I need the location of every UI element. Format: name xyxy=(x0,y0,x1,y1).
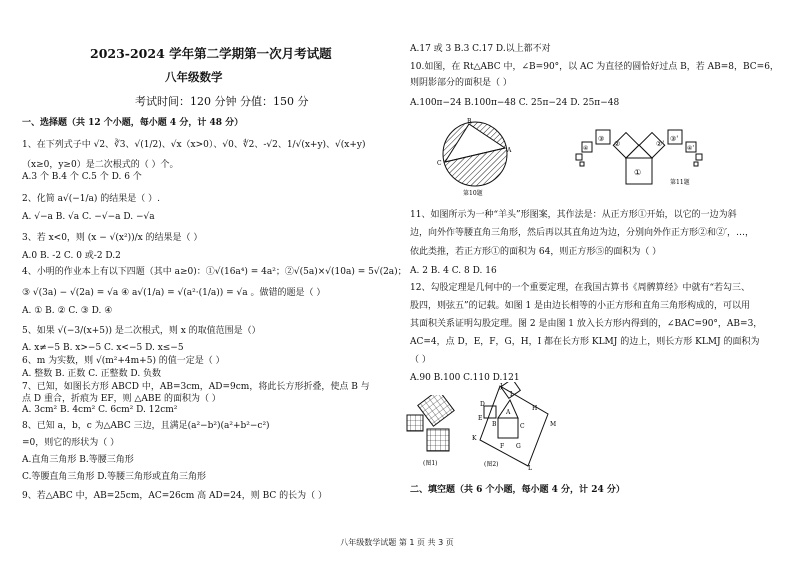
right-line-12: AC=4，点 D，E，F，G，H，I 都在长方形 KLMJ 的边上，则长方形 KLMJ 的面积为 xyxy=(410,337,760,347)
right-line-4: A.100π−24 B.100π−48 C. 25π−24 D. 25π−48 xyxy=(410,98,620,108)
fig12-label-m: M xyxy=(550,421,557,428)
right-column xyxy=(400,0,794,561)
page-title: 2023-2024 学年第二学期第一次月考试题 xyxy=(90,46,332,61)
right-line-10: 股四，则弦五”的记载。如图 1 是由边长相等的小正方形和直角三角形构成的，可以用 xyxy=(410,301,751,311)
fig10-label-a: A xyxy=(507,147,512,154)
left-line-2: 1、在下列式子中 √2、∛3、√(1/2)、√x（x>0）、√0、∜2、-√2、1/√(x+y)、√(x+y) xyxy=(22,140,366,150)
left-line-23: 9、若△ABC 中，AB=25cm，AC=26cm 高 AD=24，则 BC 的长为（ ） xyxy=(22,491,327,501)
fig11-label-3: ③ xyxy=(598,135,605,143)
left-line-15: A. 整数 B. 正数 C. 正整数 D. 负数 xyxy=(22,369,162,379)
fig10-label-c: C xyxy=(437,160,442,167)
left-line-22: C.等腰直角三角形 D.等腰三角形或直角三角形 xyxy=(22,472,207,482)
left-line-13: A. x≠−5 B. x>−5 C. x<−5 D. x≤−5 xyxy=(22,343,184,353)
left-line-16: 7、已知，如图长方形 ABCD 中，AB=3cm，AD=9cm，将此长方形折叠，使点 B 与 xyxy=(22,382,370,392)
left-line-19: 8、已知 a，b，c 为△ABC 三边，且满足(a²−b²)(a²+b²−c²) xyxy=(22,421,270,431)
fig12-label-h: H xyxy=(532,405,538,412)
left-line-14: 6、m 为实数，则 √(m²+4m+5) 的值一定是（ ） xyxy=(22,356,225,366)
fig12-label-l: L xyxy=(528,465,532,470)
fig12-label-c: C xyxy=(520,423,525,430)
fig12-label-e: E xyxy=(478,415,483,422)
left-line-20: =0，则它的形状为（ ） xyxy=(22,438,120,448)
fig12-label-i: I xyxy=(510,391,513,398)
left-line-18: A. 3cm² B. 4cm² C. 6cm² D. 12cm² xyxy=(22,405,178,415)
left-line-12: 5、如果 √(−3/(x+5)) 是二次根式，则 x 的取值范围是（） xyxy=(22,326,261,336)
fig11-label-2p: ②' xyxy=(656,140,665,148)
right-line-5: 11、如图所示为一种“羊头”形图案，其作法是：从正方形①开始，以它的一边为斜 xyxy=(410,210,737,220)
right-line-9: 12、勾股定理是几何中的一个重要定理，在我国古算书《周髀算经》中就有“若勾三、 xyxy=(410,283,751,293)
fig12-label-j: J xyxy=(500,383,503,390)
left-line-10: ③ √(3a) − √(2a) = √a ④ a√(1/a) = √(a²·(1/a)) = √a 。做错的题是（ ） xyxy=(22,288,326,298)
right-line-15: 二、填空题（共 6 个小题，每小题 4 分，计 24 分） xyxy=(410,485,625,495)
fig12-2-caption: (图2) xyxy=(484,461,499,468)
fig10-caption: 第10题 xyxy=(463,190,483,197)
left-line-9: 4、小明的作业本上有以下四题（其中 a≥0)：①√(16a⁴) = 4a²；②√(5a)×√(10a) = 5√(2a)； xyxy=(22,267,407,277)
left-line-6: A. √−a B. √a C. −√−a D. −√a xyxy=(22,212,155,222)
figure-12-2 xyxy=(470,382,560,470)
exam-info: 考试时间：120 分钟 分值：150 分 xyxy=(135,95,309,108)
left-line-7: 3、若 x<0，则 (x − √(x²))/x 的结果是（ ） xyxy=(22,233,203,243)
right-line-2: 10.如图，在 Rt△ABC 中，∠B=90°，以 AC 为直径的圆恰好过点 B，若 AB=8，BC=6， xyxy=(410,62,779,72)
fig11-label-4: ④ xyxy=(583,145,589,152)
right-line-11: 其面积关系证明勾股定理。图 2 是由图 1 放入长方形内得到的，∠BAC=90°，AB=3， xyxy=(410,319,763,329)
fig12-label-b: B xyxy=(492,421,497,428)
subject-title: 八年级数学 xyxy=(165,70,223,84)
left-line-21: A.直角三角形 B.等腰三角形 xyxy=(22,455,134,465)
fig12-label-g: G xyxy=(516,443,521,450)
fig11-caption: 第11题 xyxy=(670,179,690,186)
left-line-1: 一、选择题（共 12 个小题，每小题 4 分，计 48 分） xyxy=(22,118,244,128)
right-line-1: A.17 或 3 B.3 C.17 D.以上都不对 xyxy=(410,44,551,54)
fig12-label-f: F xyxy=(500,443,505,450)
left-line-4: A.3 个 B.4 个 C.5 个 D. 6 个 xyxy=(22,172,142,182)
fig12-label-a: A xyxy=(506,409,511,416)
page-footer: 八年级数学试题 第 1 页 共 3 页 xyxy=(340,538,454,547)
right-line-13: （ ） xyxy=(410,355,431,365)
left-line-5: 2、化简 a√(−1/a) 的结果是（ ）. xyxy=(22,194,160,204)
fig12-label-k: K xyxy=(472,435,477,442)
right-line-6: 边，向外作等腰直角三角形，然后再以其直角边为边，分别向外作正方形②和②′，…， xyxy=(410,228,755,238)
fig10-label-b: B xyxy=(467,118,472,125)
figure-12-1 xyxy=(405,395,465,467)
fig12-label-d: D xyxy=(480,401,485,408)
fig11-label-2: ② xyxy=(614,140,621,148)
left-line-11: A. ① B. ② C. ③ D. ④ xyxy=(22,306,113,316)
fig11-label-4p: ④' xyxy=(687,145,695,152)
figure-11-ram-head xyxy=(570,122,720,190)
fig11-label-3p: ③' xyxy=(670,135,679,143)
figure-10-circle xyxy=(425,118,525,198)
left-line-3: （x≥0，y≥0）是二次根式的（ ）个。 xyxy=(22,160,179,170)
fig12-1-caption: (图1) xyxy=(423,460,438,467)
right-line-7: 依此类推，若正方形①的面积为 64，则正方形⑤的面积为（ ） xyxy=(410,247,662,257)
right-line-14: A.90 B.100 C.110 D.121 xyxy=(410,373,520,383)
left-line-8: A.0 B. -2 C. 0 或-2 D.2 xyxy=(22,251,121,261)
right-line-3: 则阴影部分的面积是（ ） xyxy=(410,78,512,88)
left-line-17: 点 D 重合，折痕为 EF，则 △ABE 的面积为（ ） xyxy=(22,394,221,404)
right-line-8: A. 2 B. 4 C. 8 D. 16 xyxy=(410,266,497,276)
fig11-label-1: ① xyxy=(634,168,642,177)
